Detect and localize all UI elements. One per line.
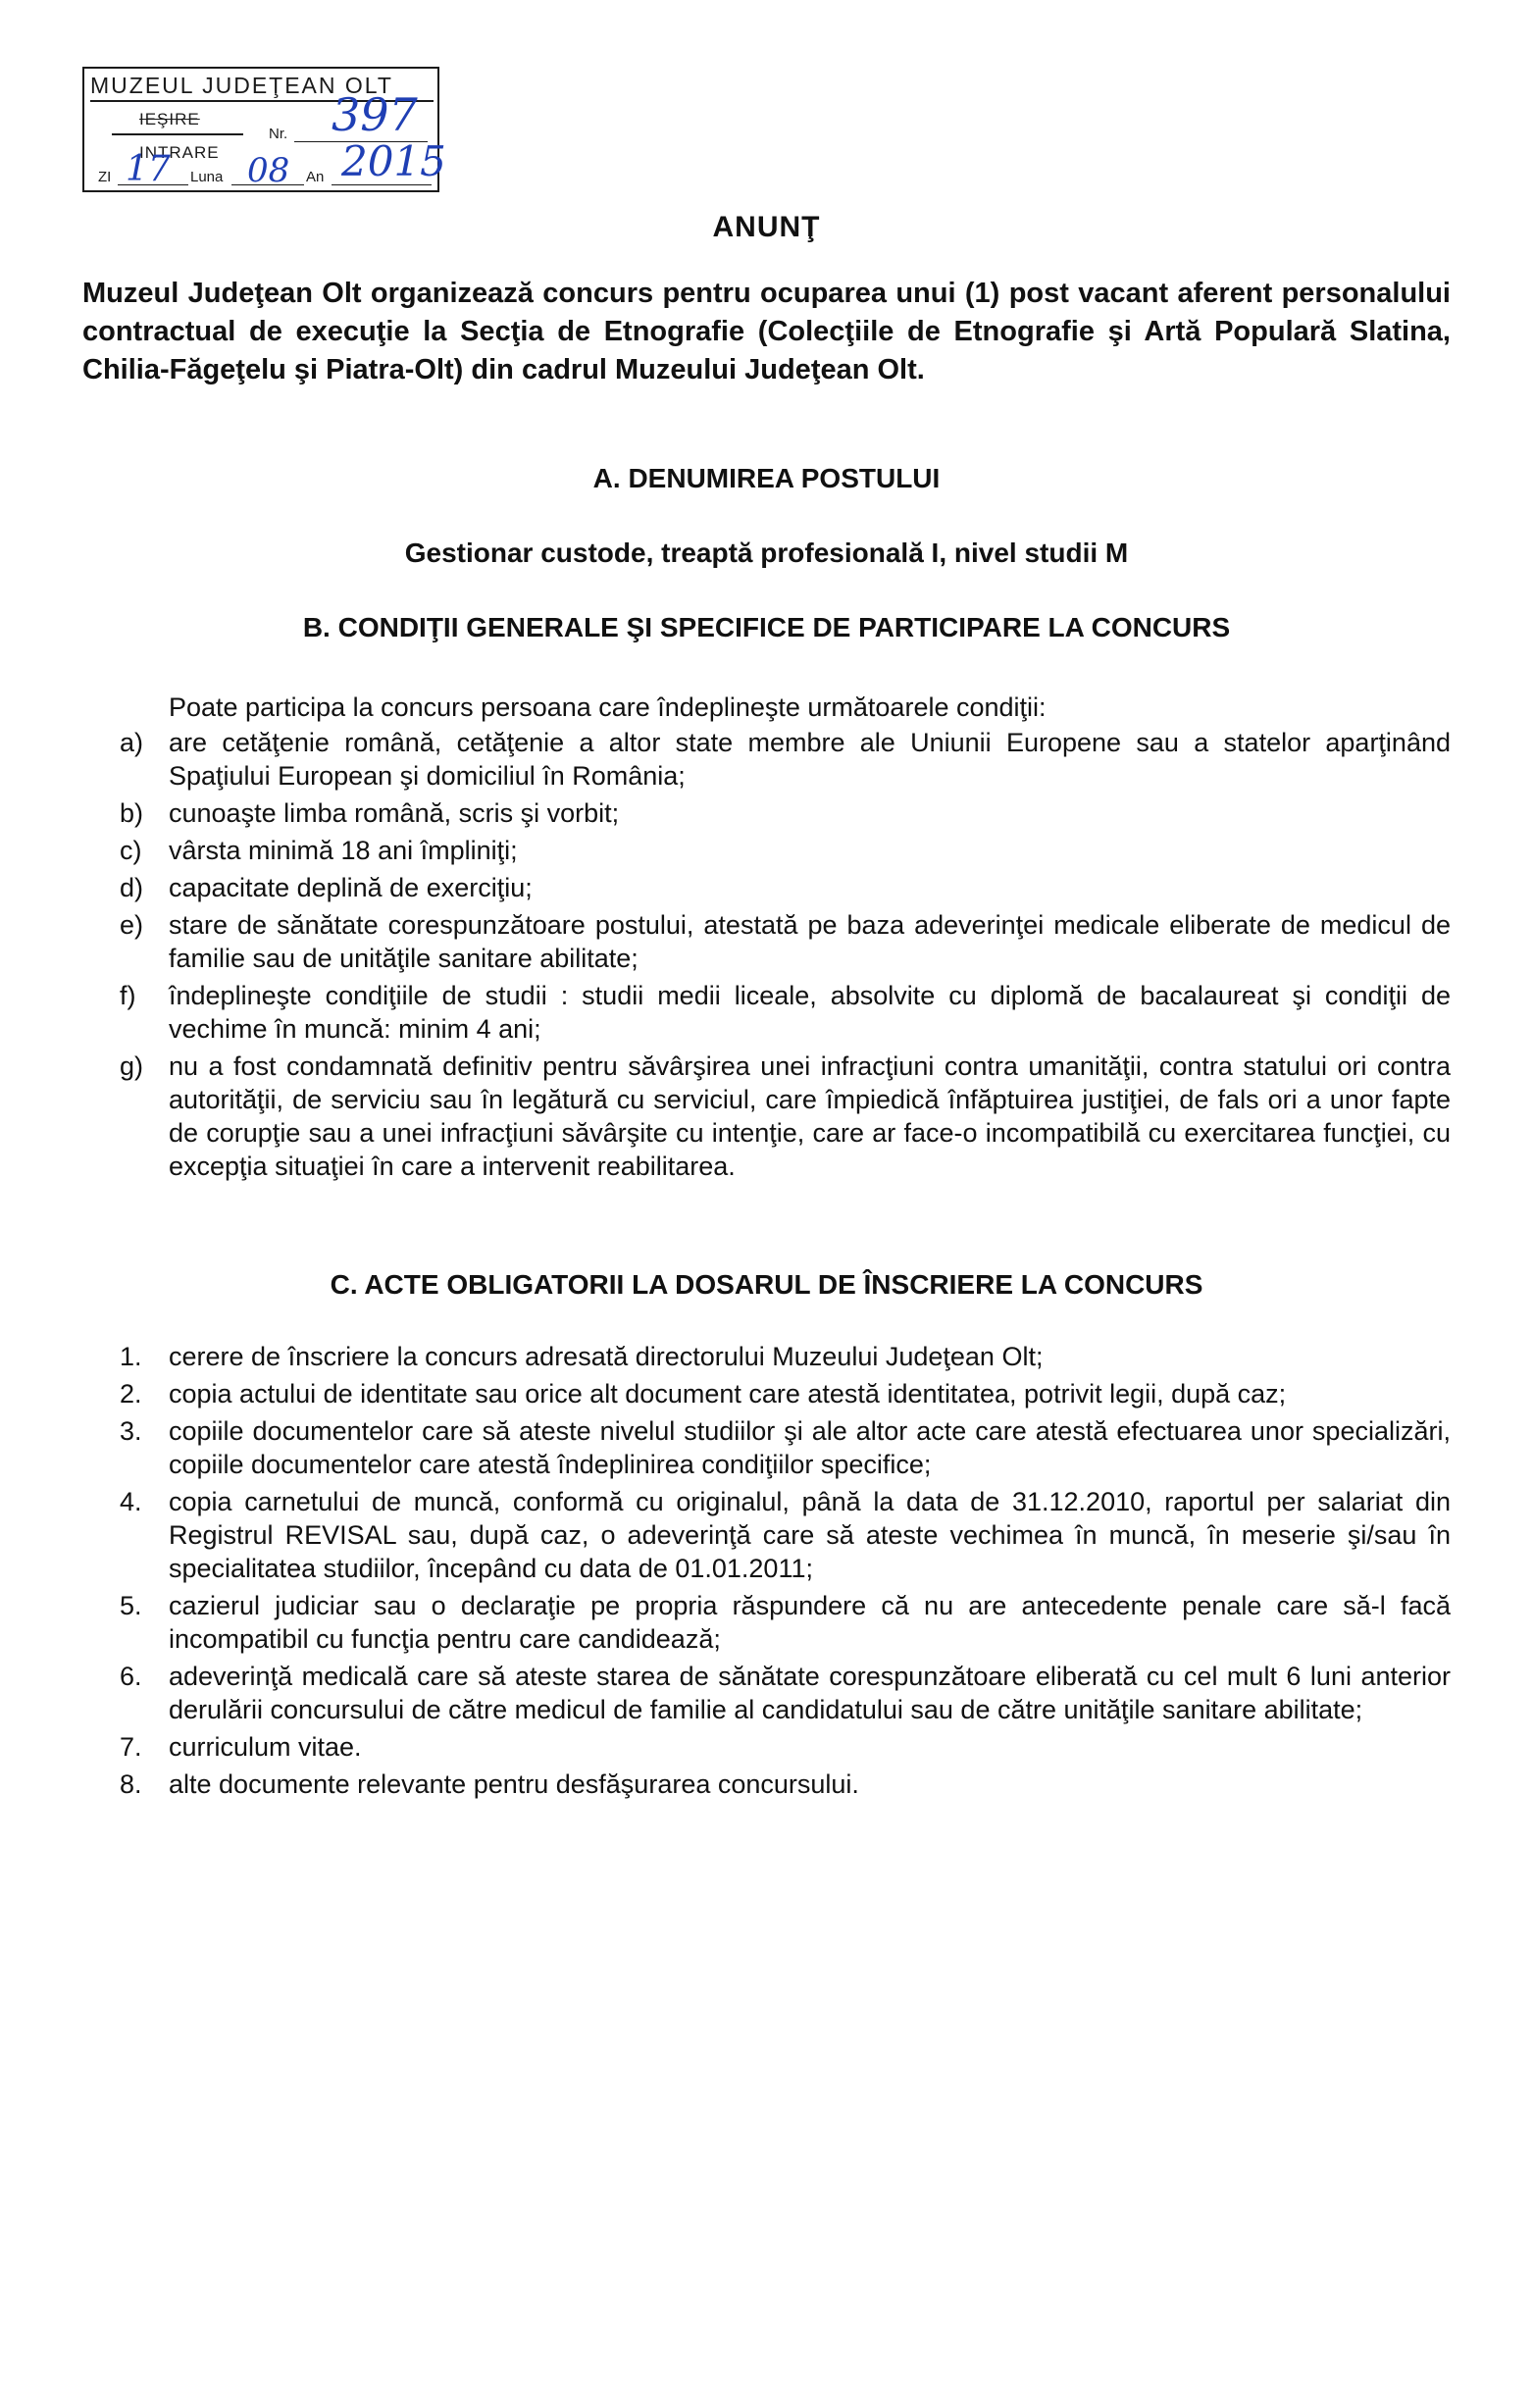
list-text: vârsta minimă 18 ani împliniţi; bbox=[169, 836, 518, 865]
stamp-nr-label: Nr. bbox=[269, 126, 288, 142]
stamp-nr-value: 397 bbox=[332, 88, 418, 141]
list-marker: 1. bbox=[120, 1342, 142, 1371]
section-c-heading: C. ACTE OBLIGATORII LA DOSARUL DE ÎNSCRIERE LA CONCURS bbox=[330, 1269, 1203, 1300]
list-marker: 3. bbox=[120, 1416, 142, 1446]
list-item bbox=[82, 796, 1451, 830]
list-item bbox=[82, 1730, 1451, 1764]
position-name: Gestionar custode, treaptă profesională I, nivel studii M bbox=[404, 538, 1129, 568]
stamp-luna-underline bbox=[231, 184, 304, 185]
list-marker: e) bbox=[120, 910, 144, 940]
stamp-divider bbox=[112, 133, 243, 135]
list-item bbox=[82, 1768, 1451, 1801]
list-marker: a) bbox=[120, 728, 144, 757]
stamp-zi-value: 17 bbox=[126, 149, 171, 189]
list-text: nu a fost condamnată definitiv pentru săvârşirea unei infracţiuni contra umanităţii, contra statului ori contra autorităţii, de serviciu sau în legătură cu serviciul, care împiedică înfăptuirea justiţiei, de fals ori a unor fapte de corupţie sau a unei infracţiuni săvârşite cu intenţie, care ar face-o incompatibilă cu exercitarea funcţiei, cu excepţia situaţiei în care a intervenit reabilitarea. bbox=[169, 1051, 1451, 1181]
section-b-lead: Poate participa la concurs persoana care îndeplineşte următoarele condiţii: bbox=[169, 692, 1047, 722]
list-marker: 5. bbox=[120, 1591, 142, 1620]
list-text: cerere de înscriere la concurs adresată directorului Muzeului Judeţean Olt; bbox=[169, 1342, 1044, 1371]
list-item bbox=[82, 1340, 1451, 1373]
stamp-zi-underline bbox=[118, 184, 188, 185]
list-marker: d) bbox=[120, 873, 144, 902]
stamp-intrare-label: INTRARE bbox=[139, 143, 220, 162]
stamp-luna-value: 08 bbox=[247, 151, 290, 190]
list-item bbox=[82, 1660, 1451, 1726]
list-item bbox=[82, 1050, 1451, 1183]
list-item bbox=[82, 726, 1451, 793]
list-item bbox=[82, 908, 1451, 975]
document-title: ANUNŢ bbox=[712, 211, 821, 243]
list-marker: 8. bbox=[120, 1769, 142, 1799]
list-marker: g) bbox=[120, 1051, 144, 1081]
list-item bbox=[82, 1485, 1451, 1585]
stamp-title: MUZEUL JUDEŢEAN OLT bbox=[90, 71, 434, 102]
list-marker: c) bbox=[120, 836, 142, 865]
documents-list bbox=[82, 1340, 1451, 1805]
section-a-heading: A. DENUMIREA POSTULUI bbox=[592, 463, 941, 493]
list-item bbox=[82, 871, 1451, 904]
intro-paragraph: Muzeul Judeţean Olt organizează concurs pentru ocuparea unui (1) post vacant aferent personalului contractual de execuţie la Secţia de Etnografie (Colecţiile de Etnografie şi Artă Populară Slatina, Chilia-Făgeţelu şi Piatra-Olt) din cadrul Muzeului Judeţean Olt. bbox=[82, 278, 1451, 385]
list-text: capacitate deplină de exerciţiu; bbox=[169, 873, 533, 902]
list-marker: 2. bbox=[120, 1379, 142, 1409]
list-text: copia carnetului de muncă, conformă cu originalul, până la data de 31.12.2010, raportul per salariat din Registrul REVISAL sau, după caz, o adeverinţă care să ateste vechimea în muncă, în meserie şi/sau în specialitatea studiilor, începând cu data de 01.01.2011; bbox=[169, 1487, 1451, 1583]
stamp-luna-label: Luna bbox=[190, 169, 224, 185]
list-marker: f) bbox=[120, 981, 136, 1010]
stamp-iesire-label: IEŞIRE bbox=[139, 110, 200, 128]
list-item bbox=[82, 1377, 1451, 1410]
stamp-an-value: 2015 bbox=[341, 137, 446, 185]
list-text: adeverinţă medicală care să ateste starea de sănătate corespunzătoare eliberată cu cel mult 6 luni anterior derulării concursului de către medicul de familie al candidatului sau de către unităţile sanitare abilitate; bbox=[169, 1662, 1451, 1724]
list-text: alte documente relevante pentru desfăşurarea concursului. bbox=[169, 1769, 859, 1799]
list-text: are cetăţenie română, cetăţenie a altor state membre ale Uniunii Europene sau a statelor aparţinând Spaţiului European şi domiciliul în România; bbox=[169, 728, 1451, 791]
list-text: cunoaşte limba română, scris şi vorbit; bbox=[169, 798, 620, 828]
list-marker: 4. bbox=[120, 1487, 142, 1516]
list-text: curriculum vitae. bbox=[169, 1732, 362, 1762]
list-marker: b) bbox=[120, 798, 144, 828]
list-item bbox=[82, 1589, 1451, 1656]
registration-stamp bbox=[82, 67, 446, 192]
list-text: îndeplineşte condiţiile de studii : studii medii liceale, absolvite cu diplomă de bacalaureat şi condiţii de vechime în muncă: minim 4 ani; bbox=[169, 981, 1451, 1044]
list-text: stare de sănătate corespunzătoare postului, atestată pe baza adeverinţei medicale eliberate de medicul de familie sau de unităţile sanitare abilitate; bbox=[169, 910, 1451, 973]
list-item bbox=[82, 979, 1451, 1046]
stamp-an-underline bbox=[332, 184, 432, 185]
stamp-an-label: An bbox=[306, 169, 325, 185]
list-item bbox=[82, 834, 1451, 867]
list-marker: 7. bbox=[120, 1732, 142, 1762]
list-item bbox=[82, 1414, 1451, 1481]
conditions-list bbox=[82, 726, 1451, 1187]
list-text: copiile documentelor care să ateste nivelul studiilor şi ale altor acte care atestă efectuarea unor specializări, copiile documentelor care atestă îndeplinirea condiţiilor specifice; bbox=[169, 1416, 1451, 1479]
list-text: cazierul judiciar sau o declaraţie pe propria răspundere că nu are antecedente penale care să-l facă incompatibil cu funcţia pentru care candidează; bbox=[169, 1591, 1451, 1654]
stamp-zi-label: ZI bbox=[98, 169, 112, 185]
list-text: copia actului de identitate sau orice alt document care atestă identitatea, potrivit legii, după caz; bbox=[169, 1379, 1287, 1409]
list-marker: 6. bbox=[120, 1662, 142, 1691]
section-b-heading: B. CONDIŢII GENERALE ŞI SPECIFICE DE PARTICIPARE LA CONCURS bbox=[302, 612, 1231, 642]
